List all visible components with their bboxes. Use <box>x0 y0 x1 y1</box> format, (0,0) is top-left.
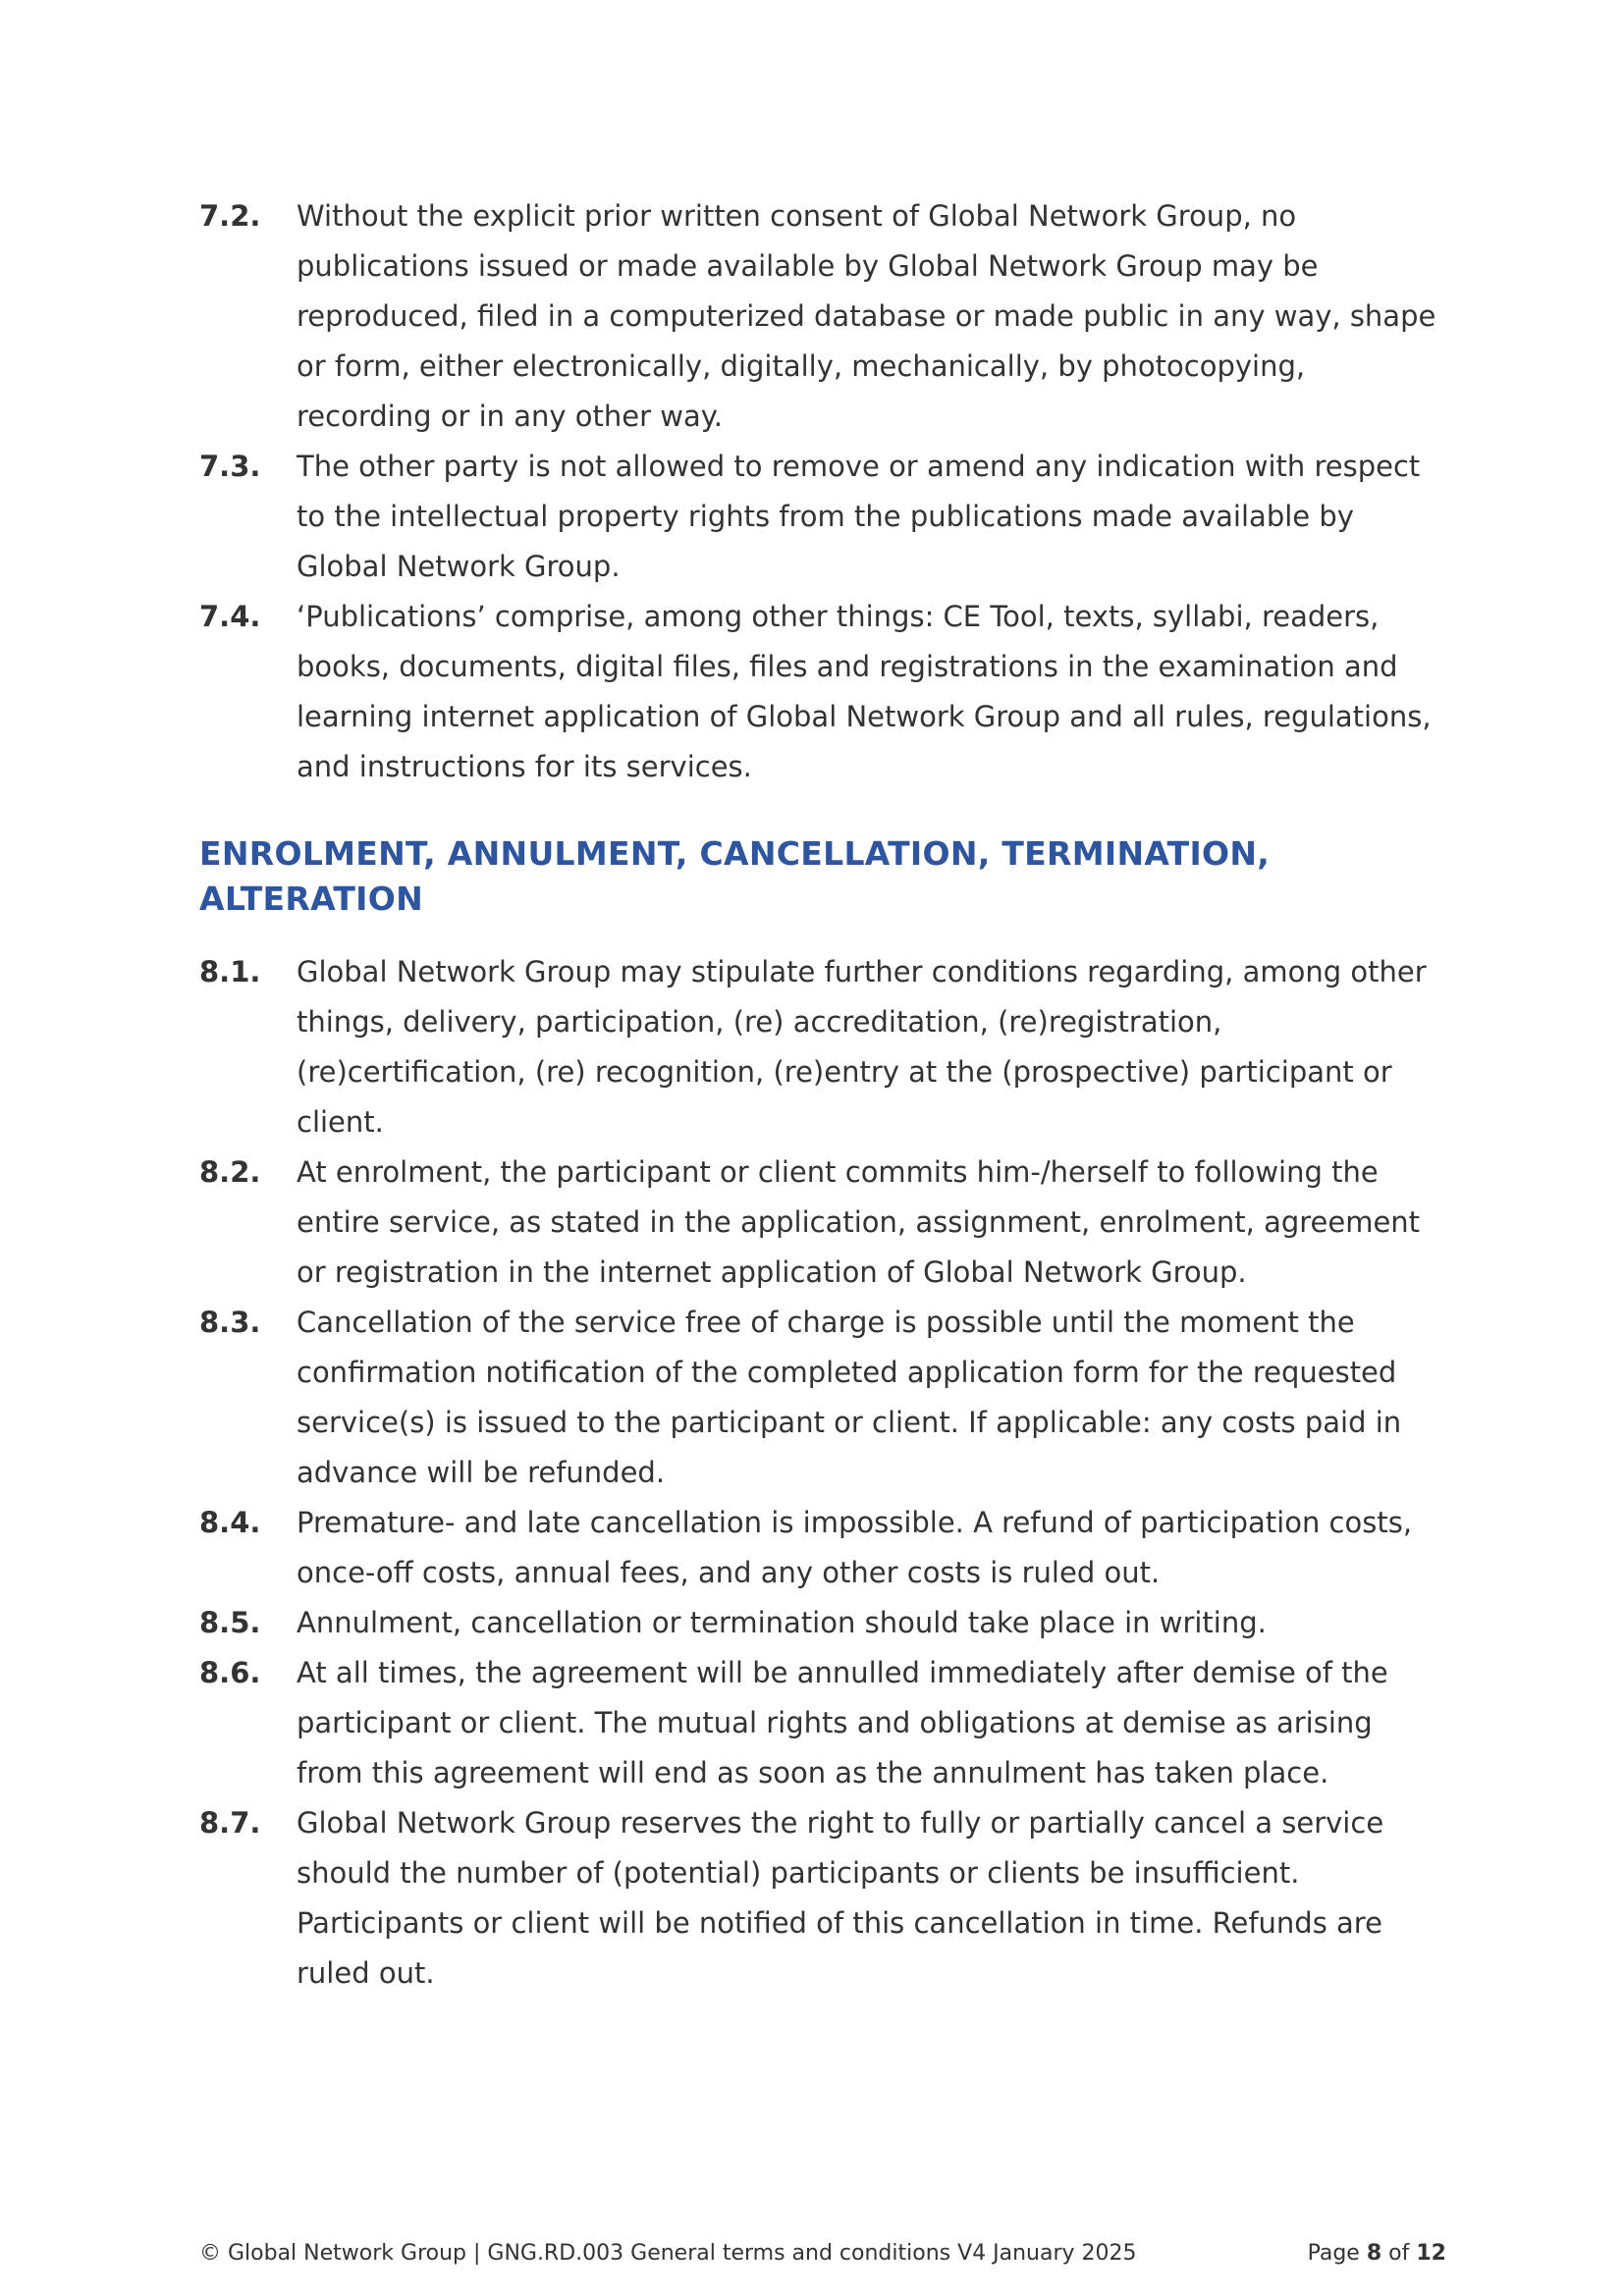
clause-number: 8.7. <box>199 1806 261 1840</box>
clause-text: At enrolment, the participant or client commits him-/herself to following the entire service, as stated in the application, assignment, enrolment, agreement or registration in the internet application of Global Network Group. <box>297 1155 1421 1289</box>
clause-8-4 <box>199 1498 1446 1598</box>
clause-8-6 <box>199 1648 1446 1798</box>
clause-text: ‘Publications’ comprise, among other things: CE Tool, texts, syllabi, readers, books, documents, digital files, files and registrations in the examination and learning internet application of Global Network Group and all rules, regulations, and instructions for its services. <box>297 600 1432 783</box>
clause-number: 8.6. <box>199 1656 261 1689</box>
clause-number: 7.4. <box>199 600 261 633</box>
clause-7-2 <box>199 191 1446 442</box>
clause-8-7 <box>199 1798 1446 1999</box>
page-indicator <box>1308 2239 1446 2269</box>
page-total: 12 <box>1416 2241 1446 2266</box>
page-current: 8 <box>1366 2241 1382 2266</box>
clause-text: Global Network Group may stipulate further conditions regarding, among other things, delivery, participation, (re) accreditation, (re)registration, (re)certification, (re) recognition, (re)entry at the (prospective) participant or client. <box>297 955 1427 1139</box>
footer-copyright: © Global Network Group | GNG.RD.003 General terms and conditions V4 January 2025 <box>199 2241 1137 2266</box>
section-8-heading: ENROLMENT, ANNULMENT, CANCELLATION, TERMINATION, ALTERATION <box>199 834 1271 918</box>
clause-text: Premature- and late cancellation is impossible. A refund of participation costs, once-off costs, annual fees, and any other costs is ruled out. <box>297 1506 1413 1589</box>
clause-7-3 <box>199 442 1446 592</box>
clause-text: The other party is not allowed to remove or amend any indication with respect to the intellectual property rights from the publications made available by Global Network Group. <box>297 450 1421 583</box>
clause-number: 8.1. <box>199 955 261 988</box>
clause-number: 8.4. <box>199 1506 261 1539</box>
clause-number: 8.2. <box>199 1155 261 1189</box>
page-footer <box>199 2239 1446 2269</box>
page-label: Page <box>1307 2241 1360 2266</box>
document-page <box>199 191 1446 1999</box>
clause-text: Cancellation of the service free of charge is possible until the moment the confirmation notification of the completed application form for the requested service(s) is issued to the participant or client. If applicable: any costs paid in advance will be refunded. <box>297 1306 1402 1489</box>
section-8-clauses <box>199 947 1446 1999</box>
clause-8-3 <box>199 1298 1446 1498</box>
clause-text: At all times, the agreement will be annulled immediately after demise of the participant or client. The mutual rights and obligations at demise as arising from this agreement will end as soon as the annulment has taken place. <box>297 1656 1388 1789</box>
clause-8-2 <box>199 1148 1446 1298</box>
clause-number: 8.5. <box>199 1606 261 1639</box>
clause-number: 8.3. <box>199 1306 261 1339</box>
page-of: of <box>1388 2241 1410 2266</box>
clause-8-1 <box>199 947 1446 1148</box>
clause-7-4 <box>199 592 1446 792</box>
clause-number: 7.2. <box>199 199 261 233</box>
clause-text: Global Network Group reserves the right to fully or partially cancel a service should the number of (potential) participants or clients be insufficient. Participants or client will be notified of this cancellation in time. Refunds are ruled out. <box>297 1806 1384 1990</box>
section-7-clauses <box>199 191 1446 792</box>
clause-8-5 <box>199 1598 1446 1648</box>
clause-text: Annulment, cancellation or termination should take place in writing. <box>297 1606 1267 1639</box>
clause-number: 7.3. <box>199 450 261 483</box>
clause-text: Without the explicit prior written consent of Global Network Group, no publications issued or made available by Global Network Group may be reproduced, filed in a computerized database or made public in any way, shape or form, either electronically, digitally, mechanically, by photocopying, recording or in any other way. <box>297 199 1436 433</box>
